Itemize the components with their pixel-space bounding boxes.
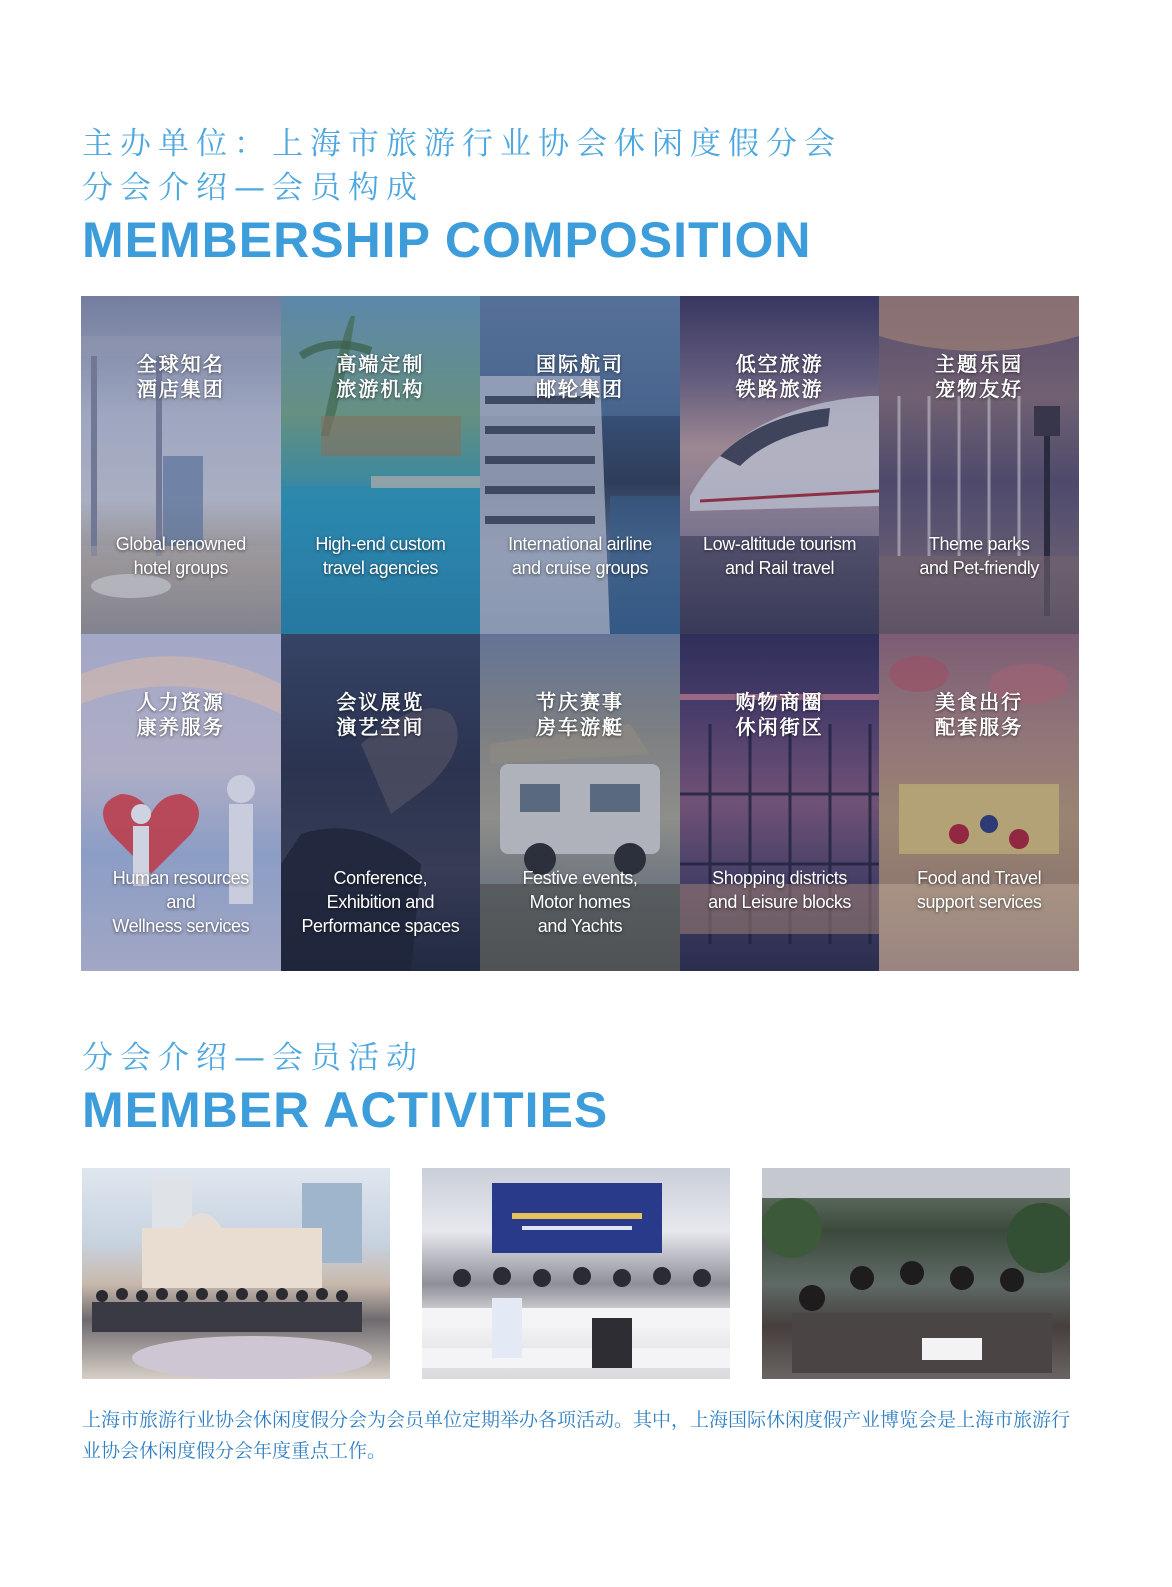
membership-grid — [81, 296, 1079, 971]
member-en-label: Low-altitude tourism and Rail travel — [703, 534, 857, 578]
meeting-photo — [762, 1168, 1070, 1379]
member-cn-label: 低空旅游 铁路旅游 — [735, 352, 824, 401]
organizer-line: 主办单位：上海市旅游行业协会休闲度假分会 — [82, 126, 842, 162]
member-tile-food-travel — [879, 634, 1079, 972]
member-tile-hotel — [81, 296, 281, 634]
member-tile-hr-wellness — [81, 634, 281, 972]
member-tile-events-rv — [480, 634, 680, 972]
section-subtitle: 分会介绍—会员构成 — [82, 170, 424, 206]
member-en-label: Human resources and Wellness services — [112, 867, 250, 936]
member-cn-label: 高端定制 旅游机构 — [336, 352, 425, 401]
member-en-label: Global renowned hotel groups — [115, 534, 246, 578]
member-tile-airline-cruise — [480, 296, 680, 634]
group-photo — [82, 1168, 390, 1379]
section-title: MEMBERSHIP COMPOSITION — [82, 212, 812, 268]
member-cn-label: 国际航司 邮轮集团 — [535, 352, 624, 401]
member-cn-label: 全球知名 酒店集团 — [136, 352, 225, 401]
member-en-label: International airline and cruise groups — [508, 534, 652, 578]
header — [82, 122, 842, 268]
member-en-label: Shopping districts and Leisure blocks — [708, 867, 852, 912]
member-tile-conference — [281, 634, 481, 972]
activity-photos — [82, 1168, 1070, 1379]
activities-description: 上海市旅游行业协会休闲度假分会为会员单位定期举办各项活动。其中，上海国际休闲度假产业博览会是上海市旅游行业协会休闲度假分会年度重点工作。 — [82, 1409, 1071, 1462]
member-cn-label: 会议展览 演艺空间 — [336, 689, 425, 739]
member-cn-label: 节庆赛事 房车游艇 — [535, 689, 624, 739]
member-en-label: Festive events, Motor homes and Yachts — [522, 867, 638, 936]
activities-header — [82, 1036, 608, 1138]
member-cn-label: 购物商圈 休闲街区 — [735, 689, 824, 739]
member-en-label: Conference, Exhibition and Performance spaces — [301, 867, 460, 936]
member-tile-travel-agency — [281, 296, 481, 634]
member-tile-theme-park — [879, 296, 1079, 634]
activities-subtitle: 分会介绍—会员活动 — [82, 1040, 424, 1076]
member-en-label: High-end custom travel agencies — [315, 534, 446, 578]
member-en-label: Theme parks and Pet-friendly — [919, 534, 1039, 578]
member-cn-label: 人力资源 康养服务 — [136, 689, 225, 739]
member-en-label: Food and Travel support services — [916, 867, 1042, 912]
member-tile-shopping — [680, 634, 880, 972]
member-cn-label: 主题乐园 宠物友好 — [935, 352, 1024, 401]
forum-photo — [422, 1168, 730, 1379]
activities-title: MEMBER ACTIVITIES — [82, 1082, 609, 1138]
member-cn-label: 美食出行 配套服务 — [935, 689, 1024, 739]
member-tile-rail — [680, 296, 880, 634]
